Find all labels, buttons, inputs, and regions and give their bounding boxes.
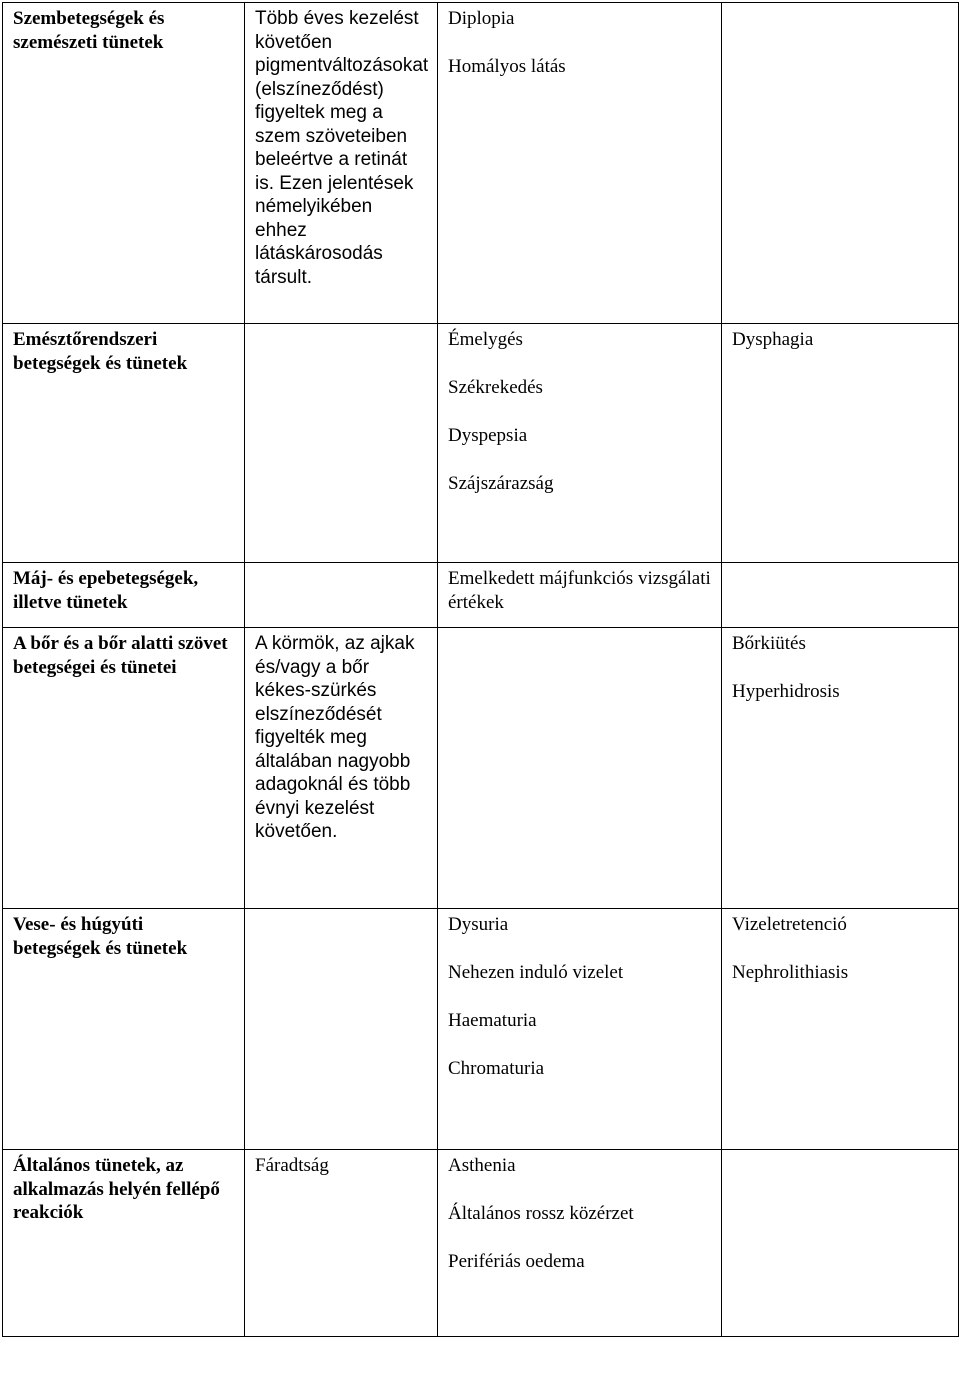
frequency-cell-col3 [438,3,722,324]
table-row [3,563,959,628]
frequency-cell-col4 [722,1150,959,1337]
table-row [3,324,959,563]
term-list [448,567,711,614]
system-organ-class-label: Általános tünetek, az alkalmazás helyén fellépő reakciók [13,1155,220,1223]
term-list [448,913,711,1081]
term-item: Székrekedés [448,377,543,398]
term-item: Vizeletretenció [732,914,847,935]
frequency-cell-col4 [722,628,959,909]
frequency-cell-col4 [722,3,959,324]
system-organ-class-cell [3,3,245,324]
term-item: Dysphagia [732,329,814,350]
note-cell [245,909,438,1150]
term-item: Dysuria [448,914,509,935]
note-cell [245,628,438,909]
term-item: Bőrkiütés [732,633,806,654]
adverse-effects-table [2,2,959,1337]
term-item: Perifériás oedema [448,1251,585,1272]
note-cell [245,324,438,563]
system-organ-class-cell [3,324,245,563]
frequency-cell-col3 [438,909,722,1150]
term-list [732,632,948,704]
system-organ-class-label: Máj- és epebetegségek, illetve tünetek [13,568,199,613]
note-cell [245,563,438,628]
system-organ-class-cell [3,1150,245,1337]
term-item: Szájszárazság [448,473,554,494]
note-cell [245,1150,438,1337]
table-row [3,3,959,324]
term-list [448,328,711,496]
term-list [732,913,948,985]
frequency-cell-col3 [438,628,722,909]
term-item: Diplopia [448,8,515,29]
term-item: Dyspepsia [448,425,528,446]
term-item: Émelygés [448,329,523,350]
term-item: Emelkedett májfunkciós vizsgálati értékek [448,568,711,613]
term-item: Hyperhidrosis [732,681,840,702]
term-item: Nehezen induló vizelet [448,962,624,983]
frequency-cell-col3 [438,563,722,628]
note-text: Fáradtság [255,1155,329,1176]
table-row [3,909,959,1150]
frequency-cell-col3 [438,324,722,563]
term-item: Haematuria [448,1010,537,1031]
table-row [3,1150,959,1337]
note-cell [245,3,438,324]
system-organ-class-label: Emésztőrendszeri betegségek és tünetek [13,329,188,374]
frequency-cell-col4 [722,909,959,1150]
term-item: Homályos látás [448,56,566,77]
term-list [448,7,711,79]
term-item: Nephrolithiasis [732,962,849,983]
term-list [732,328,948,352]
system-organ-class-label: A bőr és a bőr alatti szövet betegségei és tünetei [13,633,228,678]
system-organ-class-cell [3,909,245,1150]
term-item: Chromaturia [448,1058,545,1079]
system-organ-class-cell [3,628,245,909]
table-row [3,628,959,909]
system-organ-class-label: Szembetegségek és szemészeti tünetek [13,8,165,53]
system-organ-class-cell [3,563,245,628]
frequency-cell-col4 [722,324,959,563]
note-text: Több éves kezelést követően pigmentváltozásokat (elszíneződést) figyeltek meg a szem szöveteiben beleértve a retinát is. Ezen jelentések némelyikében ehhez látáskárosodás társult. [255,8,429,288]
frequency-cell-col3 [438,1150,722,1337]
term-list [448,1154,711,1274]
system-organ-class-label: Vese- és húgyúti betegségek és tünetek [13,914,188,959]
frequency-cell-col4 [722,563,959,628]
note-text: A körmök, az ajkak és/vagy a bőr kékes-szürkés elszíneződését figyelték meg általában nagyobb adagoknál és több évnyi kezelést követően. [255,633,415,842]
term-item: Asthenia [448,1155,516,1176]
term-item: Általános rossz közérzet [448,1203,634,1224]
